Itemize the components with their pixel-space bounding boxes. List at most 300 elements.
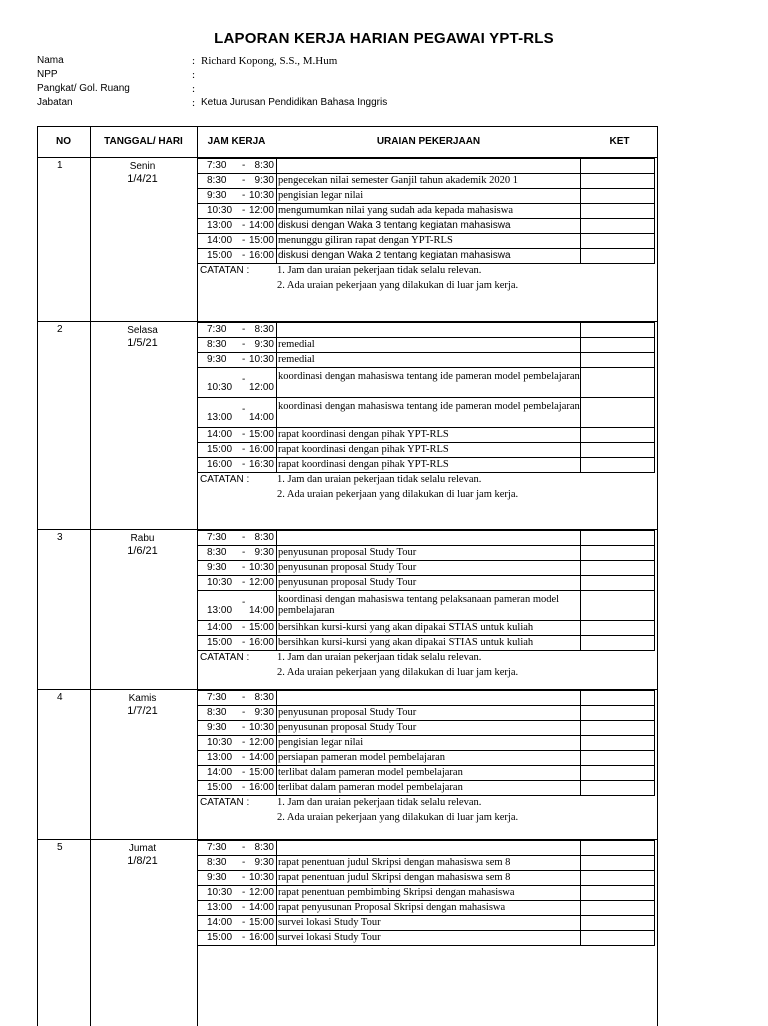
end-time: 16:00	[248, 782, 274, 793]
ket-cell	[581, 457, 655, 473]
info-value-jabatan: Ketua Jurusan Pendidikan Bahasa Inggris	[201, 97, 388, 108]
jam-kerja-cell	[197, 248, 276, 264]
time-dash: -	[242, 902, 246, 913]
start-time: 14:00	[207, 429, 233, 440]
uraian-cell	[276, 158, 581, 174]
table-row	[197, 397, 658, 428]
employee-info	[37, 54, 637, 110]
start-time: 10:30	[207, 577, 233, 588]
jam-kerja-cell	[197, 780, 276, 796]
catatan-row	[197, 263, 658, 321]
jam-kerja-cell	[197, 720, 276, 736]
end-time: 9:30	[254, 339, 274, 350]
uraian-cell: remedial	[276, 337, 581, 353]
uraian-cell: koordinasi dengan mahasiswa tentang ide pameran model pembelajaran	[276, 367, 581, 398]
table-row	[197, 885, 658, 901]
ket-cell	[581, 915, 655, 931]
table-row	[197, 915, 658, 931]
ket-cell	[581, 337, 655, 353]
row-number: 5	[57, 842, 63, 853]
start-time: 15:00	[207, 444, 233, 455]
end-time: 15:00	[248, 767, 274, 778]
jam-kerja-cell	[197, 915, 276, 931]
time-dash: -	[242, 722, 246, 733]
day-name: Kamis	[128, 693, 157, 704]
info-label: Pangkat/ Gol. Ruang	[37, 83, 130, 94]
uraian-cell: survei lokasi Study Tour	[276, 915, 581, 931]
jam-kerja-cell	[197, 735, 276, 751]
ket-cell	[581, 885, 655, 901]
uraian-cell: mengumumkan nilai yang sudah ada kepada mahasiswa	[276, 203, 581, 219]
uraian-cell: rapat koordinasi dengan pihak YPT-RLS	[276, 427, 581, 443]
uraian-cell: penyusunan proposal Study Tour	[276, 720, 581, 736]
uraian-cell: diskusi dengan Waka 3 tentang kegiatan mahasiswa	[276, 218, 581, 234]
info-colon: :	[192, 55, 196, 67]
table-row	[197, 427, 658, 443]
end-time: 9:30	[254, 857, 274, 868]
start-time: 7:30	[207, 842, 227, 853]
catatan-note: 1. Jam dan uraian pekerjaan tidak selalu relevan.	[277, 652, 482, 663]
table-row	[197, 750, 658, 766]
uraian-cell: pengisian legar nilai	[276, 188, 581, 204]
report-table	[37, 126, 658, 1026]
end-time: 16:00	[248, 444, 274, 455]
jam-kerja-cell	[197, 530, 276, 546]
uraian-cell: pengecekan nilai semester Ganjil tahun akademik 2020 1	[276, 173, 581, 189]
table-row	[197, 620, 658, 636]
date: 1/5/21	[127, 337, 158, 349]
ket-cell	[581, 900, 655, 916]
table-row	[197, 530, 658, 546]
ket-cell	[581, 735, 655, 751]
uraian-cell: menunggu giliran rapat dengan YPT-RLS	[276, 233, 581, 249]
info-row-jabatan	[37, 96, 637, 110]
time-dash: -	[242, 597, 246, 608]
table-row	[197, 590, 658, 621]
ket-cell	[581, 690, 655, 706]
end-time: 8:30	[254, 692, 274, 703]
end-time: 8:30	[254, 324, 274, 335]
time-dash: -	[242, 374, 246, 385]
start-time: 16:00	[207, 459, 233, 470]
catatan-note: 2. Ada uraian pekerjaan yang dilakukan di luar jam kerja.	[277, 280, 519, 291]
time-dash: -	[242, 932, 246, 943]
info-colon: :	[192, 97, 196, 109]
end-time: 15:00	[248, 235, 274, 246]
catatan-note: 1. Jam dan uraian pekerjaan tidak selalu relevan.	[277, 797, 482, 808]
jam-kerja-cell	[197, 322, 276, 338]
time-dash: -	[242, 220, 246, 231]
ket-cell	[581, 575, 655, 591]
time-dash: -	[242, 857, 246, 868]
row-number: 4	[57, 692, 63, 703]
table-row	[197, 218, 658, 234]
time-dash: -	[242, 250, 246, 261]
ket-cell	[581, 590, 655, 621]
table-row	[197, 233, 658, 249]
catatan-label: CATATAN :	[200, 474, 250, 485]
uraian-cell	[276, 322, 581, 338]
jam-kerja-cell	[197, 367, 276, 398]
end-time: 15:00	[248, 622, 274, 633]
time-dash: -	[242, 872, 246, 883]
uraian-cell: koordinasi dengan mahasiswa tentang ide pameran model pembelajaran	[276, 397, 581, 428]
day-name: Rabu	[130, 533, 155, 544]
end-time: 9:30	[254, 175, 274, 186]
jam-kerja-cell	[197, 158, 276, 174]
ket-cell	[581, 750, 655, 766]
ket-cell	[581, 352, 655, 368]
table-row	[197, 930, 658, 946]
time-dash: -	[242, 577, 246, 588]
jam-kerja-cell	[197, 590, 276, 621]
day-name: Selasa	[127, 325, 158, 336]
ket-cell	[581, 233, 655, 249]
row-number: 2	[57, 324, 63, 335]
time-dash: -	[242, 429, 246, 440]
ket-cell	[581, 545, 655, 561]
time-dash: -	[242, 404, 246, 415]
ket-cell	[581, 248, 655, 264]
ket-cell	[581, 855, 655, 871]
jam-kerja-cell	[197, 457, 276, 473]
day-date	[90, 692, 195, 718]
start-time: 13:00	[207, 412, 233, 423]
time-dash: -	[242, 752, 246, 763]
end-time: 14:00	[248, 412, 274, 423]
jam-kerja-cell	[197, 352, 276, 368]
ket-cell	[581, 705, 655, 721]
end-time: 16:00	[248, 637, 274, 648]
start-time: 14:00	[207, 622, 233, 633]
end-time: 9:30	[254, 547, 274, 558]
time-dash: -	[242, 339, 246, 350]
ket-cell	[581, 780, 655, 796]
time-dash: -	[242, 917, 246, 928]
date: 1/4/21	[127, 173, 158, 185]
uraian-cell: persiapan pameran model pembelajaran	[276, 750, 581, 766]
table-row	[197, 322, 658, 338]
row-number: 3	[57, 532, 63, 543]
end-time: 16:00	[248, 932, 274, 943]
end-time: 12:00	[248, 577, 274, 588]
uraian-cell: penyusunan proposal Study Tour	[276, 575, 581, 591]
info-row-pangkat	[37, 82, 637, 96]
uraian-cell	[276, 530, 581, 546]
ket-cell	[581, 560, 655, 576]
header-tanggal: TANGGAL/ HARI	[104, 136, 183, 147]
jam-kerja-cell	[197, 545, 276, 561]
start-time: 8:30	[207, 175, 227, 186]
uraian-cell: remedial	[276, 352, 581, 368]
time-dash: -	[242, 190, 246, 201]
ket-cell	[581, 442, 655, 458]
uraian-cell: rapat penentuan judul Skripsi dengan mahasiswa sem 8	[276, 870, 581, 886]
end-time: 9:30	[254, 707, 274, 718]
end-time: 15:00	[248, 429, 274, 440]
end-time: 12:00	[248, 382, 274, 393]
start-time: 9:30	[207, 190, 227, 201]
catatan-label: CATATAN :	[200, 265, 250, 276]
time-dash: -	[242, 444, 246, 455]
ket-cell	[581, 158, 655, 174]
ket-cell	[581, 322, 655, 338]
table-row	[197, 765, 658, 781]
start-time: 10:30	[207, 887, 233, 898]
jam-kerja-cell	[197, 620, 276, 636]
jam-kerja-cell	[197, 750, 276, 766]
uraian-cell: pengisian legar nilai	[276, 735, 581, 751]
time-dash: -	[242, 175, 246, 186]
start-time: 8:30	[207, 547, 227, 558]
uraian-cell: bersihkan kursi-kursi yang akan dipakai STIAS untuk kuliah	[276, 635, 581, 651]
table-row	[197, 870, 658, 886]
uraian-cell: penyusunan proposal Study Tour	[276, 545, 581, 561]
start-time: 7:30	[207, 692, 227, 703]
date: 1/8/21	[127, 855, 158, 867]
uraian-cell: diskusi dengan Waka 2 tentang kegiatan mahasiswa	[276, 248, 581, 264]
ket-cell	[581, 930, 655, 946]
start-time: 7:30	[207, 160, 227, 171]
time-dash: -	[242, 782, 246, 793]
table-row	[197, 188, 658, 204]
catatan-row	[197, 472, 658, 530]
end-time: 16:00	[248, 250, 274, 261]
uraian-cell: penyusunan proposal Study Tour	[276, 560, 581, 576]
ket-cell	[581, 367, 655, 398]
jam-kerja-cell	[197, 203, 276, 219]
table-row	[197, 367, 658, 398]
uraian-cell: rapat penyusunan Proposal Skripsi dengan mahasiswa	[276, 900, 581, 916]
uraian-cell	[276, 690, 581, 706]
uraian-cell: bersihkan kursi-kursi yang akan dipakai STIAS untuk kuliah	[276, 620, 581, 636]
end-time: 8:30	[254, 842, 274, 853]
table-row	[197, 457, 658, 473]
ket-cell	[581, 397, 655, 428]
time-dash: -	[242, 235, 246, 246]
start-time: 14:00	[207, 235, 233, 246]
end-time: 10:30	[248, 562, 274, 573]
table-row	[197, 158, 658, 174]
start-time: 8:30	[207, 857, 227, 868]
end-time: 12:00	[248, 205, 274, 216]
end-time: 14:00	[248, 220, 274, 231]
catatan-note: 2. Ada uraian pekerjaan yang dilakukan di luar jam kerja.	[277, 489, 519, 500]
table-row	[197, 352, 658, 368]
end-time: 12:00	[248, 887, 274, 898]
info-label: NPP	[37, 69, 58, 80]
start-time: 7:30	[207, 532, 227, 543]
table-row	[197, 442, 658, 458]
ket-cell	[581, 635, 655, 651]
day-date	[90, 842, 195, 868]
table-row	[197, 560, 658, 576]
catatan-note: 1. Jam dan uraian pekerjaan tidak selalu relevan.	[277, 265, 482, 276]
end-time: 10:30	[248, 354, 274, 365]
jam-kerja-cell	[197, 427, 276, 443]
time-dash: -	[242, 737, 246, 748]
catatan-label: CATATAN :	[200, 652, 250, 663]
ket-cell	[581, 620, 655, 636]
header-uraian: URAIAN PEKERJAAN	[376, 136, 481, 147]
ket-cell	[581, 840, 655, 856]
jam-kerja-cell	[197, 930, 276, 946]
jam-kerja-cell	[197, 690, 276, 706]
time-dash: -	[242, 767, 246, 778]
start-time: 15:00	[207, 932, 233, 943]
time-dash: -	[242, 707, 246, 718]
table-row	[197, 635, 658, 651]
day-name: Senin	[129, 161, 156, 172]
jam-kerja-cell	[197, 840, 276, 856]
end-time: 14:00	[248, 605, 274, 616]
uraian-cell: koordinasi dengan mahasiswa tentang pelaksanaan pameran model pembelajaran	[276, 590, 581, 621]
jam-kerja-cell	[197, 397, 276, 428]
start-time: 15:00	[207, 782, 233, 793]
end-time: 14:00	[248, 752, 274, 763]
header-jam-kerja: JAM KERJA	[207, 136, 266, 147]
start-time: 13:00	[207, 605, 233, 616]
jam-kerja-cell	[197, 765, 276, 781]
end-time: 12:00	[248, 737, 274, 748]
time-dash: -	[242, 637, 246, 648]
table-row	[197, 248, 658, 264]
time-dash: -	[242, 547, 246, 558]
ket-cell	[581, 765, 655, 781]
jam-kerja-cell	[197, 705, 276, 721]
uraian-cell: rapat koordinasi dengan pihak YPT-RLS	[276, 457, 581, 473]
jam-kerja-cell	[197, 635, 276, 651]
ket-cell	[581, 427, 655, 443]
ket-cell	[581, 203, 655, 219]
table-row	[197, 545, 658, 561]
info-label: Nama	[37, 55, 64, 66]
end-time: 10:30	[248, 722, 274, 733]
jam-kerja-cell	[197, 575, 276, 591]
day-name: Jumat	[128, 843, 157, 854]
table-row	[197, 337, 658, 353]
time-dash: -	[242, 354, 246, 365]
day-date	[90, 532, 195, 558]
table-row	[197, 720, 658, 736]
uraian-cell: penyusunan proposal Study Tour	[276, 705, 581, 721]
table-row	[197, 173, 658, 189]
end-time: 8:30	[254, 160, 274, 171]
table-row	[197, 840, 658, 856]
uraian-cell: terlibat dalam pameran model pembelajaran	[276, 765, 581, 781]
jam-kerja-cell	[197, 560, 276, 576]
jam-kerja-cell	[197, 900, 276, 916]
date: 1/6/21	[127, 545, 158, 557]
start-time: 8:30	[207, 339, 227, 350]
time-dash: -	[242, 532, 246, 543]
header-no: NO	[56, 136, 71, 147]
info-colon: :	[192, 83, 196, 95]
time-dash: -	[242, 622, 246, 633]
info-row-nama	[37, 54, 637, 68]
start-time: 15:00	[207, 637, 233, 648]
jam-kerja-cell	[197, 218, 276, 234]
jam-kerja-cell	[197, 188, 276, 204]
end-time: 10:30	[248, 190, 274, 201]
end-time: 16:30	[248, 459, 274, 470]
row-number: 1	[57, 160, 63, 171]
time-dash: -	[242, 205, 246, 216]
uraian-cell: rapat penentuan pembimbing Skripsi dengan mahasiswa	[276, 885, 581, 901]
day-date	[90, 160, 195, 186]
catatan-note: 1. Jam dan uraian pekerjaan tidak selalu relevan.	[277, 474, 482, 485]
start-time: 13:00	[207, 220, 233, 231]
start-time: 9:30	[207, 354, 227, 365]
start-time: 8:30	[207, 707, 227, 718]
table-row	[197, 575, 658, 591]
table-row	[197, 735, 658, 751]
table-row	[197, 690, 658, 706]
time-dash: -	[242, 562, 246, 573]
column-divider	[90, 126, 91, 1026]
table-row	[197, 203, 658, 219]
ket-cell	[581, 218, 655, 234]
end-time: 10:30	[248, 872, 274, 883]
day-date	[90, 324, 195, 350]
start-time: 14:00	[207, 767, 233, 778]
catatan-label: CATATAN :	[200, 797, 250, 808]
table-row	[197, 900, 658, 916]
catatan-note: 2. Ada uraian pekerjaan yang dilakukan di luar jam kerja.	[277, 812, 519, 823]
time-dash: -	[242, 459, 246, 470]
end-time: 15:00	[248, 917, 274, 928]
jam-kerja-cell	[197, 885, 276, 901]
uraian-cell: rapat penentuan judul Skripsi dengan mahasiswa sem 8	[276, 855, 581, 871]
start-time: 10:30	[207, 382, 233, 393]
start-time: 13:00	[207, 752, 233, 763]
ket-cell	[581, 720, 655, 736]
time-dash: -	[242, 842, 246, 853]
uraian-cell: survei lokasi Study Tour	[276, 930, 581, 946]
start-time: 10:30	[207, 737, 233, 748]
ket-cell	[581, 188, 655, 204]
start-time: 7:30	[207, 324, 227, 335]
jam-kerja-cell	[197, 173, 276, 189]
uraian-cell: terlibat dalam pameran model pembelajaran	[276, 780, 581, 796]
page-title: LAPORAN KERJA HARIAN PEGAWAI YPT-RLS	[214, 30, 554, 47]
time-dash: -	[242, 692, 246, 703]
end-time: 14:00	[248, 902, 274, 913]
jam-kerja-cell	[197, 233, 276, 249]
uraian-cell	[276, 840, 581, 856]
start-time: 10:30	[207, 205, 233, 216]
time-dash: -	[242, 887, 246, 898]
date: 1/7/21	[127, 705, 158, 717]
start-time: 9:30	[207, 722, 227, 733]
catatan-note: 2. Ada uraian pekerjaan yang dilakukan di luar jam kerja.	[277, 667, 519, 678]
header-ket: KET	[609, 136, 630, 147]
info-row-npp	[37, 68, 637, 82]
ket-cell	[581, 870, 655, 886]
time-dash: -	[242, 160, 246, 171]
table-row	[197, 780, 658, 796]
jam-kerja-cell	[197, 442, 276, 458]
start-time: 13:00	[207, 902, 233, 913]
ket-cell	[581, 530, 655, 546]
start-time: 15:00	[207, 250, 233, 261]
time-dash: -	[242, 324, 246, 335]
info-label: Jabatan	[37, 97, 73, 108]
start-time: 14:00	[207, 917, 233, 928]
info-colon: :	[192, 69, 196, 81]
table-row	[197, 855, 658, 871]
info-value-nama: Richard Kopong, S.S., M.Hum	[201, 55, 338, 67]
